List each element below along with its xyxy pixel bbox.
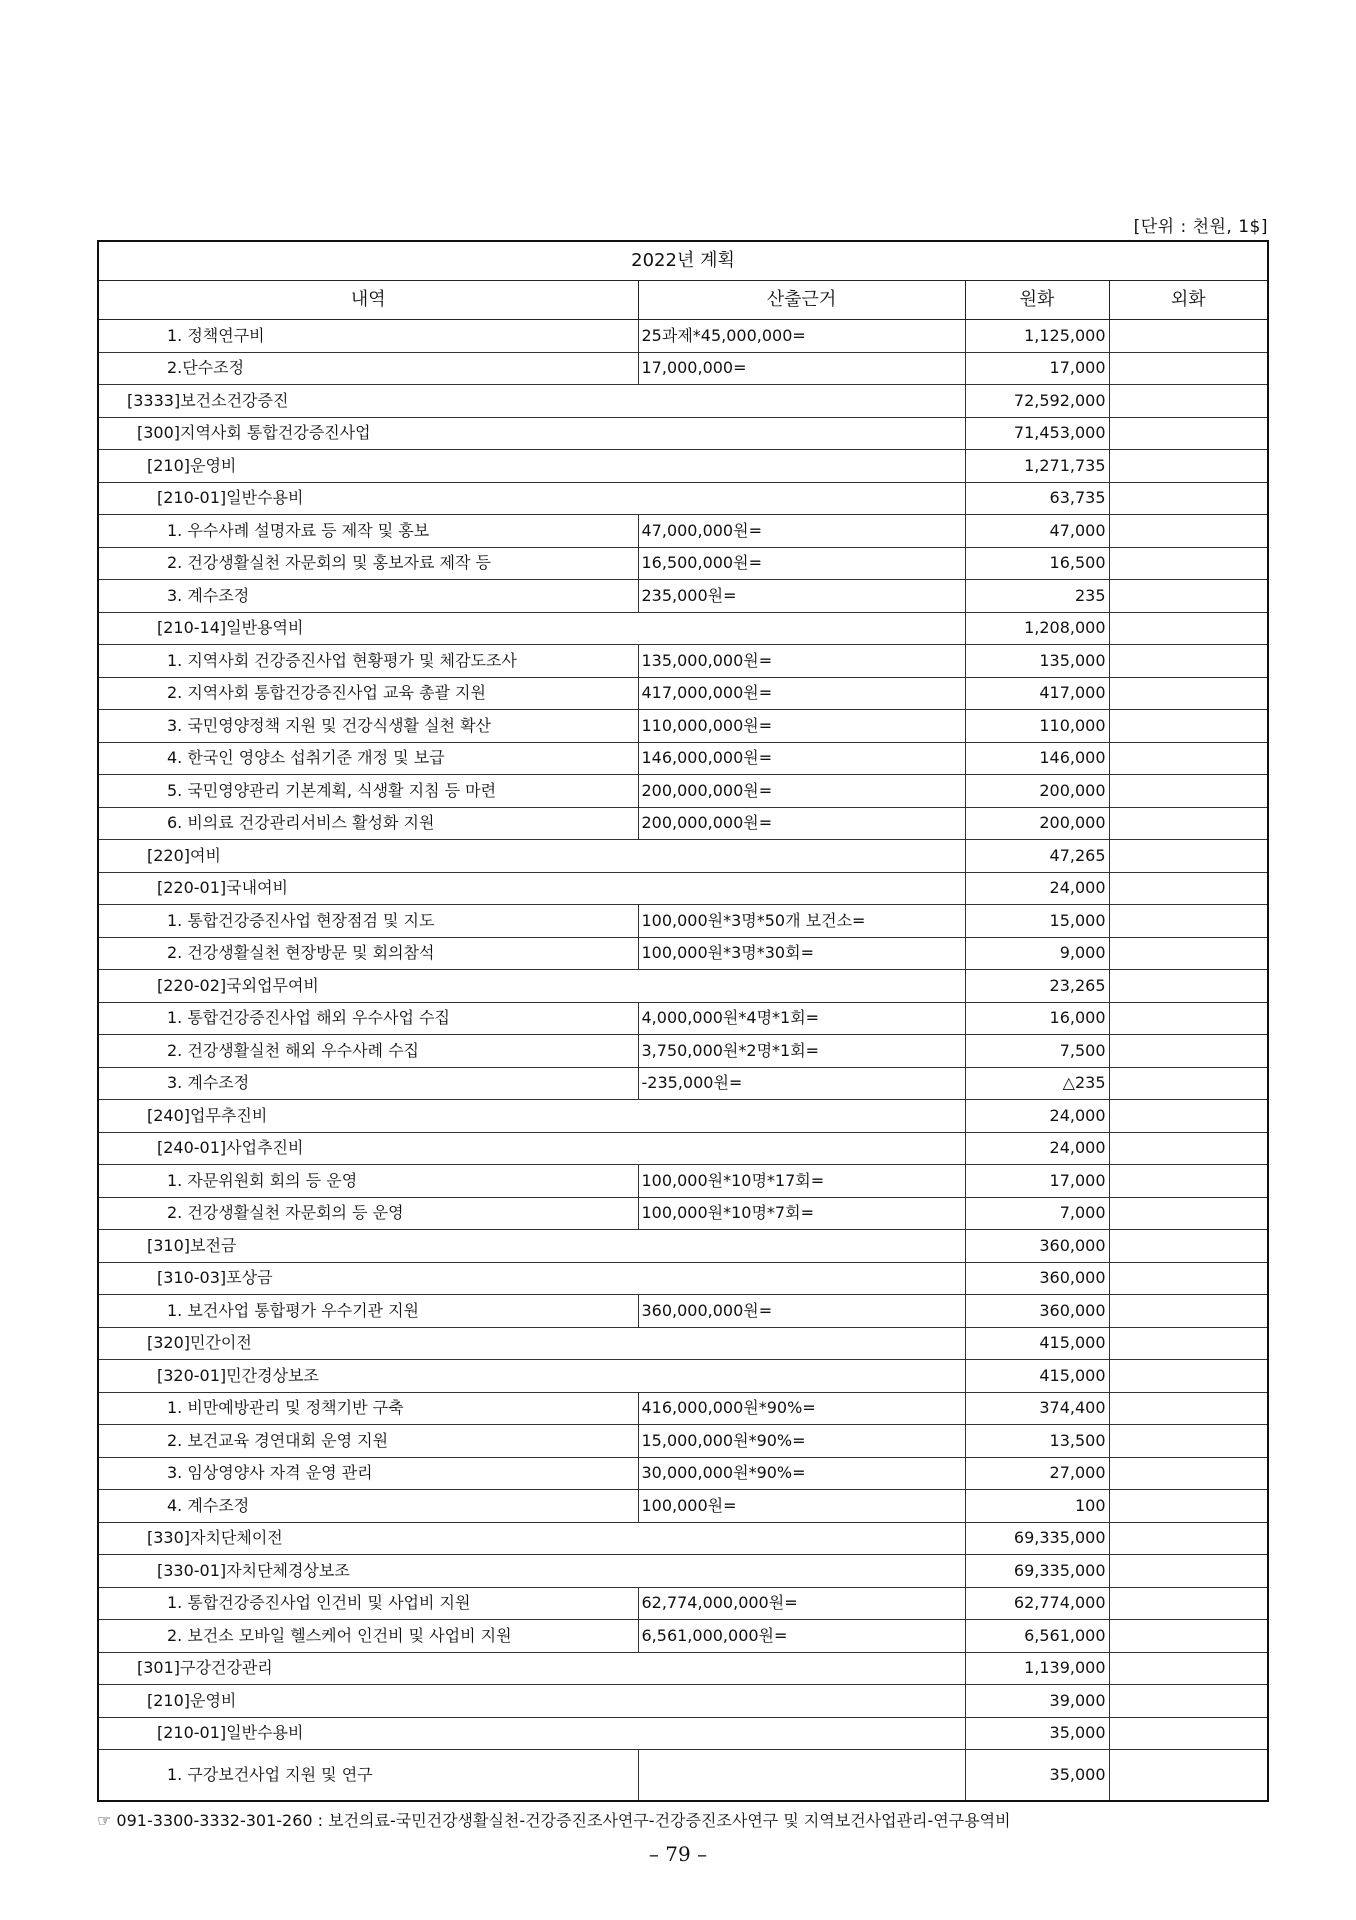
row-description: [310-03]포상금 xyxy=(98,1262,965,1295)
table-row xyxy=(98,580,1268,613)
row-description: [310]보전금 xyxy=(98,1230,965,1263)
table-row xyxy=(98,645,1268,678)
table-row xyxy=(98,320,1268,353)
table-row xyxy=(98,515,1268,548)
row-fx-amount xyxy=(1109,1750,1268,1802)
row-description: 2.단수조정 xyxy=(98,352,638,385)
row-basis: 15,000,000원*90%= xyxy=(638,1425,965,1458)
row-fx-amount xyxy=(1109,1132,1268,1165)
row-description: 2. 보건소 모바일 헬스케어 인건비 및 사업비 지원 xyxy=(98,1620,638,1653)
row-fx-amount xyxy=(1109,1555,1268,1588)
plan-title-row xyxy=(98,241,1268,281)
budget-table xyxy=(97,240,1269,1802)
row-description: 1. 지역사회 건강증진사업 현황평가 및 체감도조사 xyxy=(98,645,638,678)
row-description: [320]민간이전 xyxy=(98,1327,965,1360)
row-description: 2. 건강생활실천 자문회의 및 홍보자료 제작 등 xyxy=(98,547,638,580)
row-description: 1. 통합건강증진사업 현장점검 및 지도 xyxy=(98,905,638,938)
row-description: 4. 계수조정 xyxy=(98,1490,638,1523)
row-description: 1. 통합건강증진사업 인건비 및 사업비 지원 xyxy=(98,1587,638,1620)
row-krw-amount: 374,400 xyxy=(965,1392,1109,1425)
row-krw-amount: 47,265 xyxy=(965,840,1109,873)
table-row xyxy=(98,1197,1268,1230)
row-fx-amount xyxy=(1109,1262,1268,1295)
row-krw-amount: 415,000 xyxy=(965,1360,1109,1393)
row-basis: 360,000,000원= xyxy=(638,1295,965,1328)
row-fx-amount xyxy=(1109,872,1268,905)
table-row xyxy=(98,482,1268,515)
row-krw-amount: 417,000 xyxy=(965,677,1109,710)
row-fx-amount xyxy=(1109,775,1268,808)
row-description: 2. 건강생활실천 해외 우수사례 수집 xyxy=(98,1035,638,1068)
row-description: [210-14]일반용역비 xyxy=(98,612,965,645)
row-krw-amount: 35,000 xyxy=(965,1717,1109,1750)
row-fx-amount xyxy=(1109,1327,1268,1360)
row-krw-amount: 1,208,000 xyxy=(965,612,1109,645)
row-krw-amount: 35,000 xyxy=(965,1750,1109,1802)
row-fx-amount xyxy=(1109,1360,1268,1393)
row-krw-amount: 360,000 xyxy=(965,1230,1109,1263)
row-fx-amount xyxy=(1109,1392,1268,1425)
row-description: [330]자치단체이전 xyxy=(98,1522,965,1555)
row-fx-amount xyxy=(1109,515,1268,548)
row-krw-amount: △235 xyxy=(965,1067,1109,1100)
row-krw-amount: 1,271,735 xyxy=(965,450,1109,483)
row-krw-amount: 72,592,000 xyxy=(965,385,1109,418)
table-row xyxy=(98,775,1268,808)
row-fx-amount xyxy=(1109,1620,1268,1653)
row-basis: 146,000,000원= xyxy=(638,742,965,775)
row-fx-amount xyxy=(1109,352,1268,385)
row-basis: 62,774,000,000원= xyxy=(638,1587,965,1620)
row-basis: 100,000원*10명*17회= xyxy=(638,1165,965,1198)
row-krw-amount: 7,000 xyxy=(965,1197,1109,1230)
row-description: [320-01]민간경상보조 xyxy=(98,1360,965,1393)
table-row xyxy=(98,547,1268,580)
table-row xyxy=(98,1522,1268,1555)
row-krw-amount: 27,000 xyxy=(965,1457,1109,1490)
row-krw-amount: 15,000 xyxy=(965,905,1109,938)
row-description: [240]업무추진비 xyxy=(98,1100,965,1133)
table-row xyxy=(98,1717,1268,1750)
row-krw-amount: 100 xyxy=(965,1490,1109,1523)
row-basis: 6,561,000,000원= xyxy=(638,1620,965,1653)
row-basis: 100,000원*3명*50개 보건소= xyxy=(638,905,965,938)
row-description: [220]여비 xyxy=(98,840,965,873)
table-row xyxy=(98,1587,1268,1620)
row-description: 1. 정책연구비 xyxy=(98,320,638,353)
table-row xyxy=(98,1425,1268,1458)
row-basis: 4,000,000원*4명*1회= xyxy=(638,1002,965,1035)
row-fx-amount xyxy=(1109,417,1268,450)
row-krw-amount: 200,000 xyxy=(965,807,1109,840)
row-description: 1. 구강보건사업 지원 및 연구 xyxy=(98,1750,638,1802)
row-fx-amount xyxy=(1109,1685,1268,1718)
row-fx-amount xyxy=(1109,1067,1268,1100)
row-description: [301]구강건강관리 xyxy=(98,1652,965,1685)
row-krw-amount: 17,000 xyxy=(965,352,1109,385)
row-fx-amount xyxy=(1109,547,1268,580)
row-fx-amount xyxy=(1109,1490,1268,1523)
row-krw-amount: 13,500 xyxy=(965,1425,1109,1458)
row-description: [210-01]일반수용비 xyxy=(98,1717,965,1750)
row-description: 3. 임상영양사 자격 운영 관리 xyxy=(98,1457,638,1490)
row-krw-amount: 63,735 xyxy=(965,482,1109,515)
row-fx-amount xyxy=(1109,645,1268,678)
table-row xyxy=(98,1002,1268,1035)
row-krw-amount: 39,000 xyxy=(965,1685,1109,1718)
row-fx-amount xyxy=(1109,710,1268,743)
col-header-krw: 원화 xyxy=(965,281,1109,320)
row-fx-amount xyxy=(1109,1035,1268,1068)
row-krw-amount: 1,125,000 xyxy=(965,320,1109,353)
row-description: 2. 건강생활실천 자문회의 등 운영 xyxy=(98,1197,638,1230)
row-fx-amount xyxy=(1109,580,1268,613)
row-krw-amount: 24,000 xyxy=(965,1132,1109,1165)
row-fx-amount xyxy=(1109,1295,1268,1328)
table-row xyxy=(98,1165,1268,1198)
budget-rows xyxy=(98,320,1268,1802)
row-krw-amount: 200,000 xyxy=(965,775,1109,808)
table-row xyxy=(98,970,1268,1003)
row-fx-amount xyxy=(1109,840,1268,873)
row-description: 1. 비만예방관리 및 정책기반 구축 xyxy=(98,1392,638,1425)
row-fx-amount xyxy=(1109,1652,1268,1685)
row-fx-amount xyxy=(1109,1197,1268,1230)
row-basis: 100,000원= xyxy=(638,1490,965,1523)
table-row xyxy=(98,710,1268,743)
row-basis: 200,000,000원= xyxy=(638,807,965,840)
table-row xyxy=(98,1750,1268,1802)
table-row xyxy=(98,840,1268,873)
row-description: 2. 보건교육 경연대회 운영 지원 xyxy=(98,1425,638,1458)
table-row xyxy=(98,1555,1268,1588)
row-fx-amount xyxy=(1109,612,1268,645)
row-basis: 417,000,000원= xyxy=(638,677,965,710)
row-description: [210]운영비 xyxy=(98,450,965,483)
row-krw-amount: 9,000 xyxy=(965,937,1109,970)
row-fx-amount xyxy=(1109,905,1268,938)
row-basis: 416,000,000원*90%= xyxy=(638,1392,965,1425)
row-basis: 16,500,000원= xyxy=(638,547,965,580)
col-header-fx: 외화 xyxy=(1109,281,1268,320)
row-description: 4. 한국인 영양소 섭취기준 개정 및 보급 xyxy=(98,742,638,775)
table-row xyxy=(98,450,1268,483)
table-row xyxy=(98,352,1268,385)
row-krw-amount: 47,000 xyxy=(965,515,1109,548)
table-row xyxy=(98,937,1268,970)
col-header-desc: 내역 xyxy=(98,281,638,320)
row-fx-amount xyxy=(1109,1425,1268,1458)
row-fx-amount xyxy=(1109,1002,1268,1035)
row-fx-amount xyxy=(1109,385,1268,418)
table-row xyxy=(98,1327,1268,1360)
row-basis: 30,000,000원*90%= xyxy=(638,1457,965,1490)
row-fx-amount xyxy=(1109,807,1268,840)
row-fx-amount xyxy=(1109,1230,1268,1263)
row-description: [220-01]국내여비 xyxy=(98,872,965,905)
row-description: 3. 계수조정 xyxy=(98,1067,638,1100)
table-row xyxy=(98,905,1268,938)
table-row xyxy=(98,807,1268,840)
col-header-basis: 산출근거 xyxy=(638,281,965,320)
row-basis xyxy=(638,1750,965,1802)
table-row xyxy=(98,1490,1268,1523)
row-krw-amount: 16,500 xyxy=(965,547,1109,580)
row-basis: 17,000,000= xyxy=(638,352,965,385)
row-fx-amount xyxy=(1109,482,1268,515)
table-row xyxy=(98,1620,1268,1653)
row-fx-amount xyxy=(1109,677,1268,710)
page-number: – 79 – xyxy=(648,1842,708,1866)
row-description: 1. 우수사례 설명자료 등 제작 및 홍보 xyxy=(98,515,638,548)
row-basis: 100,000원*10명*7회= xyxy=(638,1197,965,1230)
table-row xyxy=(98,872,1268,905)
row-fx-amount xyxy=(1109,1717,1268,1750)
table-row xyxy=(98,1230,1268,1263)
row-krw-amount: 16,000 xyxy=(965,1002,1109,1035)
row-description: 3. 국민영양정책 지원 및 건강식생활 실천 확산 xyxy=(98,710,638,743)
row-basis: 200,000,000원= xyxy=(638,775,965,808)
row-description: [300]지역사회 통합건강증진사업 xyxy=(98,417,965,450)
row-basis: -235,000원= xyxy=(638,1067,965,1100)
row-krw-amount: 71,453,000 xyxy=(965,417,1109,450)
table-row xyxy=(98,742,1268,775)
table-row xyxy=(98,1067,1268,1100)
table-row xyxy=(98,1392,1268,1425)
table-row xyxy=(98,1100,1268,1133)
row-krw-amount: 135,000 xyxy=(965,645,1109,678)
row-description: [210-01]일반수용비 xyxy=(98,482,965,515)
row-description: 2. 지역사회 통합건강증진사업 교육 총괄 지원 xyxy=(98,677,638,710)
column-header-row xyxy=(98,281,1268,320)
table-row xyxy=(98,385,1268,418)
row-basis: 235,000원= xyxy=(638,580,965,613)
row-fx-amount xyxy=(1109,970,1268,1003)
row-fx-amount xyxy=(1109,1522,1268,1555)
table-row xyxy=(98,417,1268,450)
row-krw-amount: 24,000 xyxy=(965,872,1109,905)
table-row xyxy=(98,1360,1268,1393)
row-fx-amount xyxy=(1109,1100,1268,1133)
row-description: 1. 자문위원회 회의 등 운영 xyxy=(98,1165,638,1198)
row-krw-amount: 24,000 xyxy=(965,1100,1109,1133)
row-description: 2. 건강생활실천 현장방문 및 회의참석 xyxy=(98,937,638,970)
table-row xyxy=(98,1262,1268,1295)
table-row xyxy=(98,1685,1268,1718)
row-krw-amount: 235 xyxy=(965,580,1109,613)
row-krw-amount: 62,774,000 xyxy=(965,1587,1109,1620)
row-fx-amount xyxy=(1109,1165,1268,1198)
row-description: 6. 비의료 건강관리서비스 활성화 지원 xyxy=(98,807,638,840)
row-description: 5. 국민영양관리 기본계획, 식생활 지침 등 마련 xyxy=(98,775,638,808)
row-basis: 135,000,000원= xyxy=(638,645,965,678)
row-basis: 47,000,000원= xyxy=(638,515,965,548)
row-fx-amount xyxy=(1109,320,1268,353)
row-description: [210]운영비 xyxy=(98,1685,965,1718)
row-description: [220-02]국외업무여비 xyxy=(98,970,965,1003)
table-row xyxy=(98,1295,1268,1328)
row-fx-amount xyxy=(1109,937,1268,970)
row-fx-amount xyxy=(1109,742,1268,775)
table-row xyxy=(98,1457,1268,1490)
row-krw-amount: 6,561,000 xyxy=(965,1620,1109,1653)
row-basis: 100,000원*3명*30회= xyxy=(638,937,965,970)
row-krw-amount: 17,000 xyxy=(965,1165,1109,1198)
row-krw-amount: 146,000 xyxy=(965,742,1109,775)
row-krw-amount: 360,000 xyxy=(965,1262,1109,1295)
row-krw-amount: 7,500 xyxy=(965,1035,1109,1068)
row-description: [330-01]자치단체경상보조 xyxy=(98,1555,965,1588)
row-fx-amount xyxy=(1109,450,1268,483)
row-description: [3333]보건소건강증진 xyxy=(98,385,965,418)
row-fx-amount xyxy=(1109,1457,1268,1490)
row-basis: 25과제*45,000,000= xyxy=(638,320,965,353)
row-basis: 3,750,000원*2명*1회= xyxy=(638,1035,965,1068)
row-basis: 110,000,000원= xyxy=(638,710,965,743)
plan-title: 2022년 계획 xyxy=(98,241,1268,281)
unit-note: [단위 : 천원, 1$] xyxy=(1133,217,1268,237)
row-krw-amount: 1,139,000 xyxy=(965,1652,1109,1685)
row-fx-amount xyxy=(1109,1587,1268,1620)
row-krw-amount: 69,335,000 xyxy=(965,1522,1109,1555)
footnote: ☞ 091-3300-3332-301-260 : 보건의료-국민건강생활실천-건강증진조사연구-건강증진조사연구 및 지역보건사업관리-연구용역비 xyxy=(97,1811,1011,1830)
table-row xyxy=(98,677,1268,710)
table-row xyxy=(98,612,1268,645)
table-row xyxy=(98,1035,1268,1068)
table-row xyxy=(98,1132,1268,1165)
row-krw-amount: 69,335,000 xyxy=(965,1555,1109,1588)
row-krw-amount: 415,000 xyxy=(965,1327,1109,1360)
table-row xyxy=(98,1652,1268,1685)
row-description: 1. 통합건강증진사업 해외 우수사업 수집 xyxy=(98,1002,638,1035)
row-krw-amount: 360,000 xyxy=(965,1295,1109,1328)
row-krw-amount: 110,000 xyxy=(965,710,1109,743)
row-description: 3. 계수조정 xyxy=(98,580,638,613)
row-description: 1. 보건사업 통합평가 우수기관 지원 xyxy=(98,1295,638,1328)
row-krw-amount: 23,265 xyxy=(965,970,1109,1003)
row-description: [240-01]사업추진비 xyxy=(98,1132,965,1165)
